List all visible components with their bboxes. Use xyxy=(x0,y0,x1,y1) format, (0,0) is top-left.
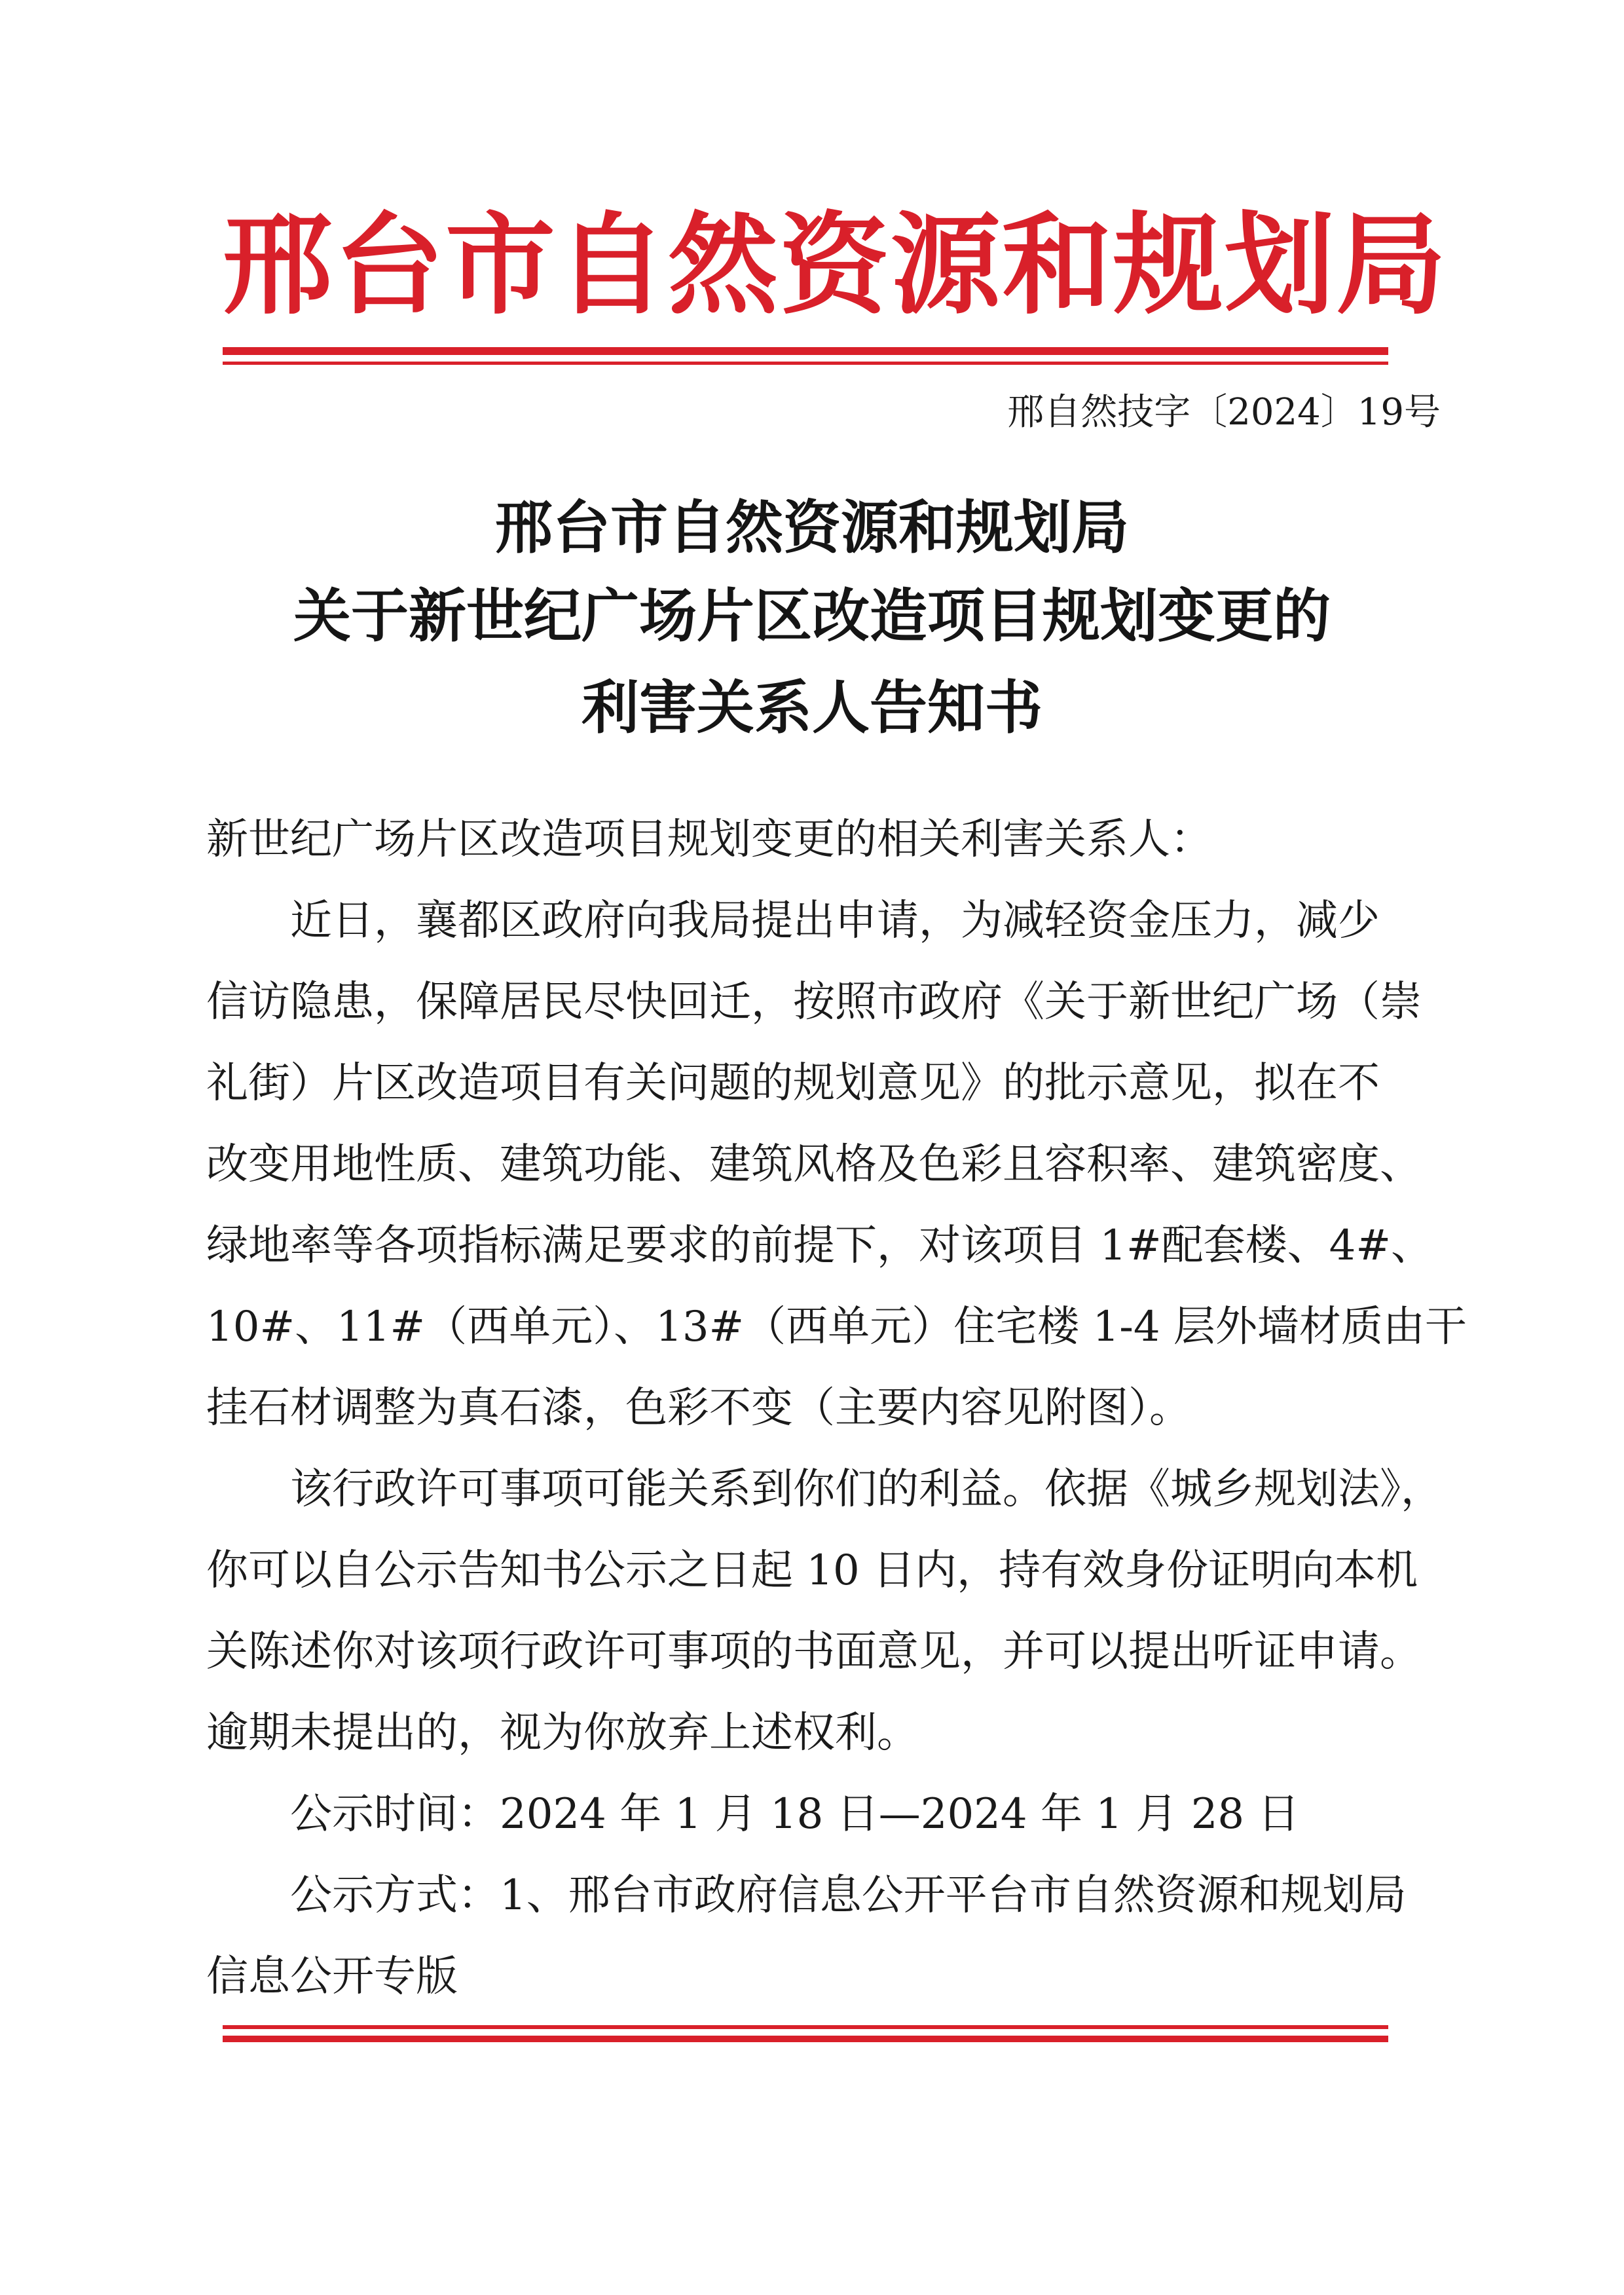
footer-rule-thick xyxy=(223,2036,1388,2042)
body-text xyxy=(206,880,1467,2017)
paragraph-1-line: 改变用地性质、建筑功能、建筑风格及色彩且容积率、建筑密度、 xyxy=(206,1140,1422,1189)
salutation: 新世纪广场片区改造项目规划变更的相关利害关系人： xyxy=(206,815,1212,864)
paragraph-1-line: 挂石材调整为真石漆，色彩不变（主要内容见附图）。 xyxy=(206,1384,1191,1432)
masthead-org-name: 邢台市自然资源和规划局 xyxy=(223,201,1447,329)
title-line-3: 利害关系人告知书 xyxy=(581,673,1043,741)
footer-rule-thin xyxy=(223,2025,1388,2029)
paragraph-2-line: 该行政许可事项可能关系到你们的利益。依据《城乡规划法》， xyxy=(290,1465,1443,1514)
header-rule-thin xyxy=(223,362,1388,365)
paragraph-2-line: 你可以自公示告知书公示之日起 10 日内，持有效身份证明向本机 xyxy=(206,1546,1418,1595)
notice-method-line: 信息公开专版 xyxy=(206,1952,458,2001)
notice-method-line: 公示方式：1、邢台市政府信息公开平台市自然资源和规划局 xyxy=(290,1871,1407,1920)
title-line-2: 关于新世纪广场片区改造项目规划变更的 xyxy=(293,582,1331,650)
paragraph-1-line: 礼街）片区改造项目有关问题的规划意见》的批示意见，拟在不 xyxy=(206,1059,1380,1108)
title-line-1: 邢台市自然资源和规划局 xyxy=(494,493,1129,561)
paragraph-1-line: 绿地率等各项指标满足要求的前提下，对该项目 1#配套楼、4#、 xyxy=(206,1222,1433,1270)
paragraph-2-line: 逾期未提出的，视为你放弃上述权利。 xyxy=(206,1709,919,1757)
paragraph-1-line: 信访隐患，保障居民尽快回迁，按照市政府《关于新世纪广场（崇 xyxy=(206,978,1422,1026)
notice-time: 公示时间：2024 年 1 月 18 日—2024 年 1 月 28 日 xyxy=(290,1790,1300,1838)
document-number: 邢自然技字〔2024〕19号 xyxy=(1007,391,1441,434)
paragraph-1-line: 10#、11#（西单元）、13#（西单元）住宅楼 1-4 层外墙材质由干 xyxy=(206,1303,1467,1351)
paragraph-1-line: 近日，襄都区政府向我局提出申请，为减轻资金压力，减少 xyxy=(290,897,1380,945)
paragraph-2-line: 关陈述你对该项行政许可事项的书面意见，并可以提出听证申请。 xyxy=(206,1628,1422,1676)
header-rule-thick xyxy=(223,347,1388,355)
